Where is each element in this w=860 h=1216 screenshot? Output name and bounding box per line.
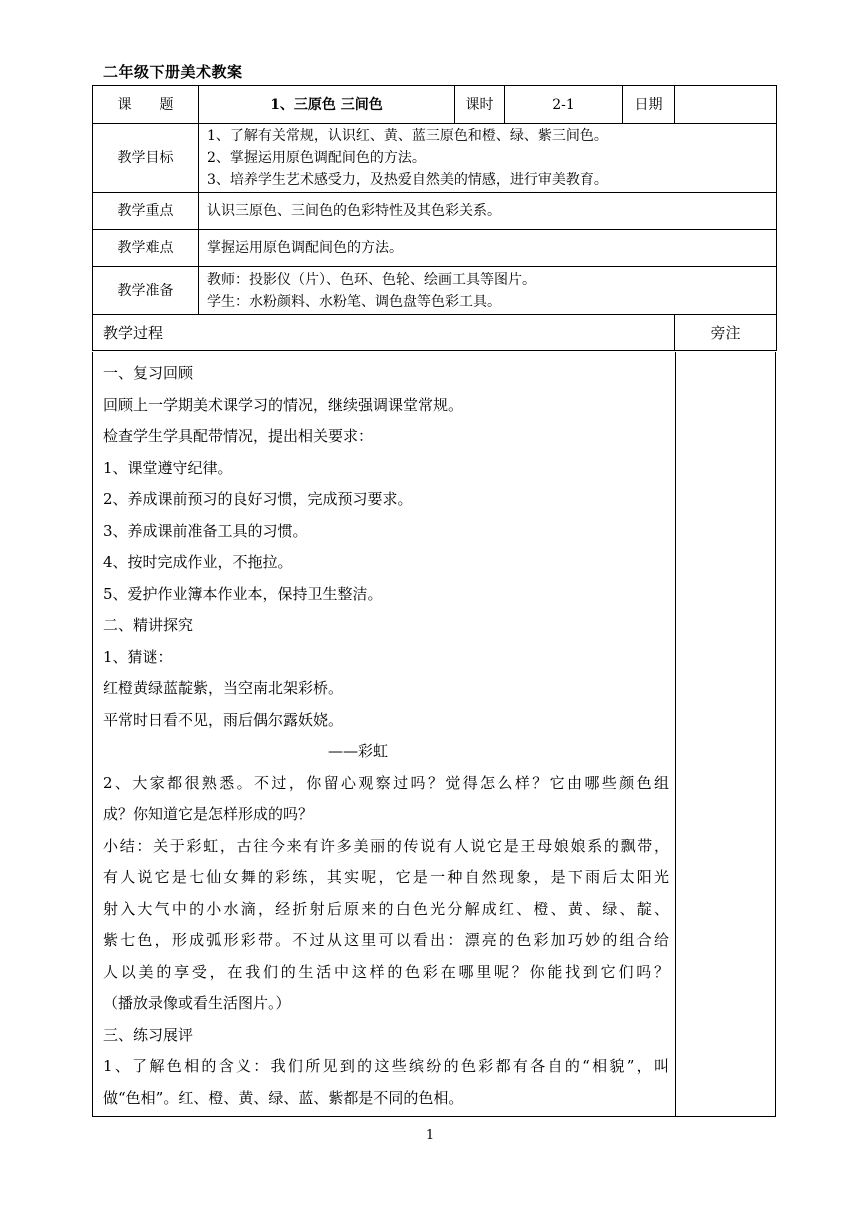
process-lines xyxy=(103,358,669,1114)
difficulty-row xyxy=(93,230,777,267)
focus-content: 认识三原色、三间色的色彩特性及其色彩关系。 xyxy=(199,193,777,230)
process-line: 检查学生学具配带情况，提出相关要求： xyxy=(103,427,374,445)
topic-value: 1、三原色 三间色 xyxy=(199,86,455,124)
goals-content xyxy=(199,124,777,193)
side-note-cell xyxy=(676,352,777,1116)
process-line: 4、按时完成作业，不拖拉。 xyxy=(103,553,293,571)
date-value xyxy=(675,86,777,124)
process-line: 有人说它是七仙女舞的彩练，其实呢，它是一种自然现象，是下雨后太阳光 xyxy=(103,868,669,886)
document-title: 二年级下册美术教案 xyxy=(103,63,243,81)
goals-label: 教学目标 xyxy=(93,124,199,193)
process-line: 射入大气中的小水滴，经折射后原来的白色光分解成红、橙、黄、绿、靛、 xyxy=(103,899,669,918)
process-line: 三、练习展评 xyxy=(103,1025,194,1044)
page-number: 1 xyxy=(425,1128,435,1143)
focus-label: 教学重点 xyxy=(93,193,199,230)
difficulty-label: 教学难点 xyxy=(93,230,199,267)
process-line: 5、爱护作业簿本作业本，保持卫生整洁。 xyxy=(103,584,383,603)
process-line: 回顾上一学期美术课学习的情况，继续强调课堂常规。 xyxy=(103,395,464,414)
process-line: 红橙黄绿蓝靛紫，当空南北架彩桥。 xyxy=(103,679,344,697)
process-line: 平常时日看不见，雨后偶尔露妖娆。 xyxy=(103,710,344,729)
goal-line: 1、了解有关常规，认识红、黄、蓝三原色和橙、绿、紫三间色。 xyxy=(207,128,608,144)
process-line: 小结：关于彩虹，古往今来有许多美丽的传说有人说它是王母娘娘系的飘带， xyxy=(103,836,669,855)
goals-row xyxy=(93,124,777,193)
process-line: 二、精讲探究 xyxy=(103,616,194,634)
process-line: 2、大家都很熟悉。不过，你留心观察过吗？觉得怎么样？它由哪些颜色组 xyxy=(103,773,669,792)
process-line: 1、了解色相的含义：我们所见到的这些缤纷的色彩都有各自的“相貌”，叫 xyxy=(103,1057,669,1075)
process-line: 3、养成课前准备工具的习惯。 xyxy=(103,521,308,540)
process-line: 2、养成课前预习的良好习惯，完成预习要求。 xyxy=(103,490,413,508)
hours-label: 课时 xyxy=(455,86,505,124)
preparation-line: 学生：水粉颜料、水粉笔、调色盘等色彩工具。 xyxy=(207,293,501,310)
topic-row xyxy=(93,86,777,124)
process-content-cell xyxy=(93,352,676,1116)
preparation-line: 教师：投影仪（片）、色环、色轮、绘画工具等图片。 xyxy=(207,271,536,288)
preparation-row xyxy=(93,267,777,315)
lesson-info-table xyxy=(92,85,777,351)
date-label: 日期 xyxy=(623,86,675,124)
process-line: 一、复习回顾 xyxy=(103,364,194,382)
process-line: 紫七色，形成弧形彩带。不过从这里可以看出：漂亮的色彩加巧妙的组合给 xyxy=(103,931,669,949)
hours-value: 2-1 xyxy=(505,86,623,124)
focus-row xyxy=(93,193,777,230)
side-note-label: 旁注 xyxy=(675,315,777,351)
process-line: ——彩虹 xyxy=(328,742,389,760)
process-line: 1、猜谜： xyxy=(103,647,173,666)
process-line: 成？你知道它是怎样形成的吗？ xyxy=(103,805,314,823)
process-line: （播放录像或看生活图片。） xyxy=(103,994,291,1012)
topic-label: 课 题 xyxy=(93,86,199,124)
preparation-label: 教学准备 xyxy=(93,267,199,315)
goal-line: 3、培养学生艺术感受力，及热爱自然美的情感，进行审美教育。 xyxy=(207,172,608,188)
process-line: 做“色相”。红、橙、黄、绿、蓝、紫都是不同的色相。 xyxy=(103,1088,464,1107)
difficulty-content: 掌握运用原色调配间色的方法。 xyxy=(199,230,777,267)
process-header-row xyxy=(93,315,777,351)
goal-line: 2、掌握运用原色调配间色的方法。 xyxy=(207,150,426,166)
preparation-content xyxy=(199,267,777,315)
process-header-label: 教学过程 xyxy=(93,315,675,351)
process-line: 1、课堂遵守纪律。 xyxy=(103,458,233,477)
process-line: 人以美的享受，在我们的生活中这样的色彩在哪里呢？你能找到它们吗？ xyxy=(103,962,669,981)
process-body xyxy=(92,352,776,1117)
